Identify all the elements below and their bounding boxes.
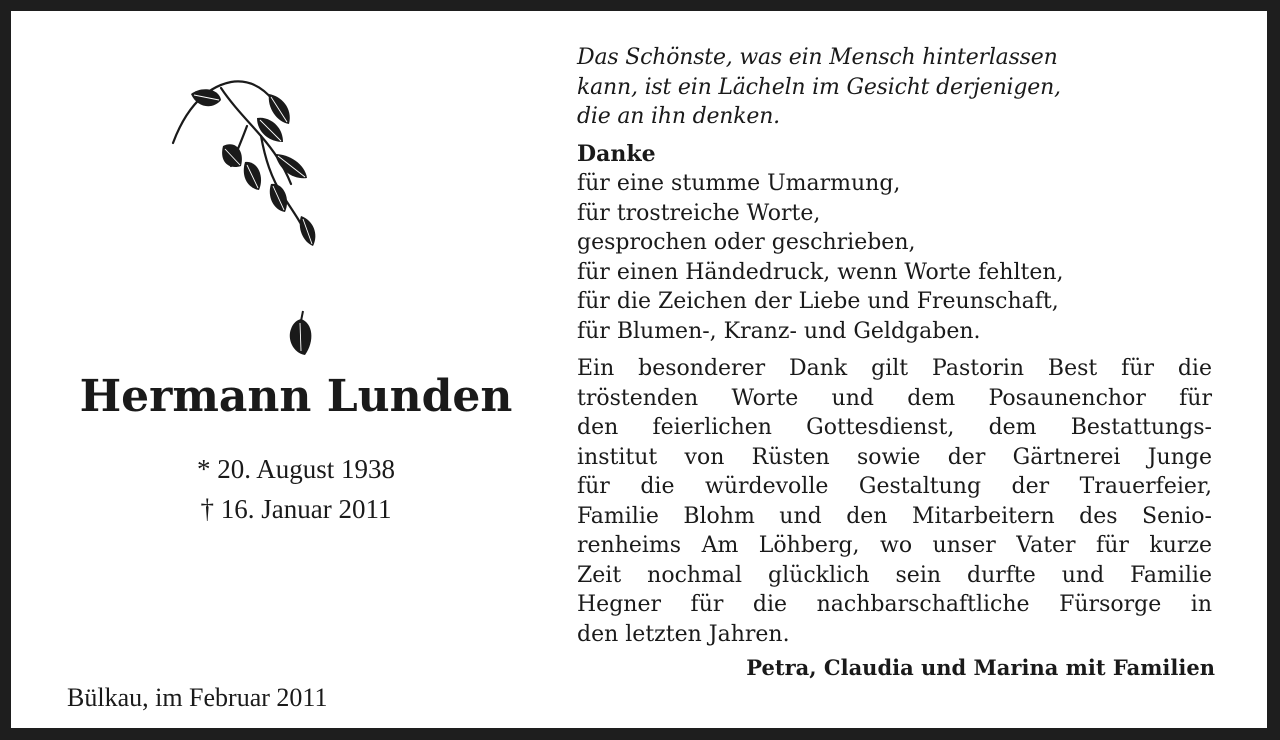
death-date: † 16. Januar 2011 (200, 494, 392, 524)
signature: Petra, Claudia und Marina mit Familien (746, 655, 1215, 680)
quote-line: kann, ist ein Lächeln im Gesicht derjenigen, (577, 74, 1061, 100)
special-thanks-paragraph (577, 354, 1212, 649)
thanks-line: für die Zeichen der Liebe und Freunschaft, (577, 289, 1059, 314)
thanks-section (577, 140, 1212, 347)
paragraph-line: Hegner für die nachbarschaftliche Fürsorge in (577, 592, 1212, 617)
leaf-branch-icon (161, 66, 331, 251)
life-dates (51, 449, 541, 529)
paragraph-line: Familie Blohm und den Mitarbeitern des Senio- (577, 503, 1212, 529)
thanks-line: gesprochen oder geschrieben, (577, 230, 916, 255)
obituary-card (11, 11, 1267, 728)
thanks-line: für Blumen-, Kranz- und Geldgaben. (577, 318, 981, 344)
paragraph-line: den feierlichen Gottesdienst, dem Bestattungs- (577, 415, 1212, 440)
paragraph-line: renheims Am Löhberg, wo unser Vater für kurze (577, 533, 1212, 558)
thanks-line: für einen Händedruck, wenn Worte fehlten, (577, 259, 1064, 285)
paragraph-line: den letzten Jahren. (577, 621, 790, 647)
thanks-heading: Danke (577, 140, 656, 167)
quote-line: die an ihn denken. (577, 104, 780, 129)
thanks-text-column (577, 43, 1212, 649)
thanks-line: für eine stumme Umarmung, (577, 171, 901, 196)
thanks-line: für trostreiche Worte, (577, 200, 821, 226)
falling-leaf-icon (285, 309, 315, 363)
memorial-quote (577, 43, 1212, 132)
paragraph-line: tröstenden Worte und dem Posaunenchor für (577, 385, 1212, 411)
place-and-date: Bülkau, im Februar 2011 (67, 683, 328, 712)
paragraph-line: institut von Rüsten sowie der Gärtnerei Junge (577, 444, 1212, 470)
deceased-name: Hermann Lunden (79, 371, 513, 422)
paragraph-line: Zeit nochmal glücklich sein durfte und Familie (577, 562, 1212, 588)
paragraph-line: für die würdevolle Gestaltung der Trauerfeier, (577, 474, 1212, 499)
paragraph-line: Ein besonderer Dank gilt Pastorin Best für die (577, 356, 1212, 381)
birth-date: * 20. August 1938 (196, 454, 396, 484)
quote-line: Das Schönste, was ein Mensch hinterlassen (577, 45, 1058, 70)
